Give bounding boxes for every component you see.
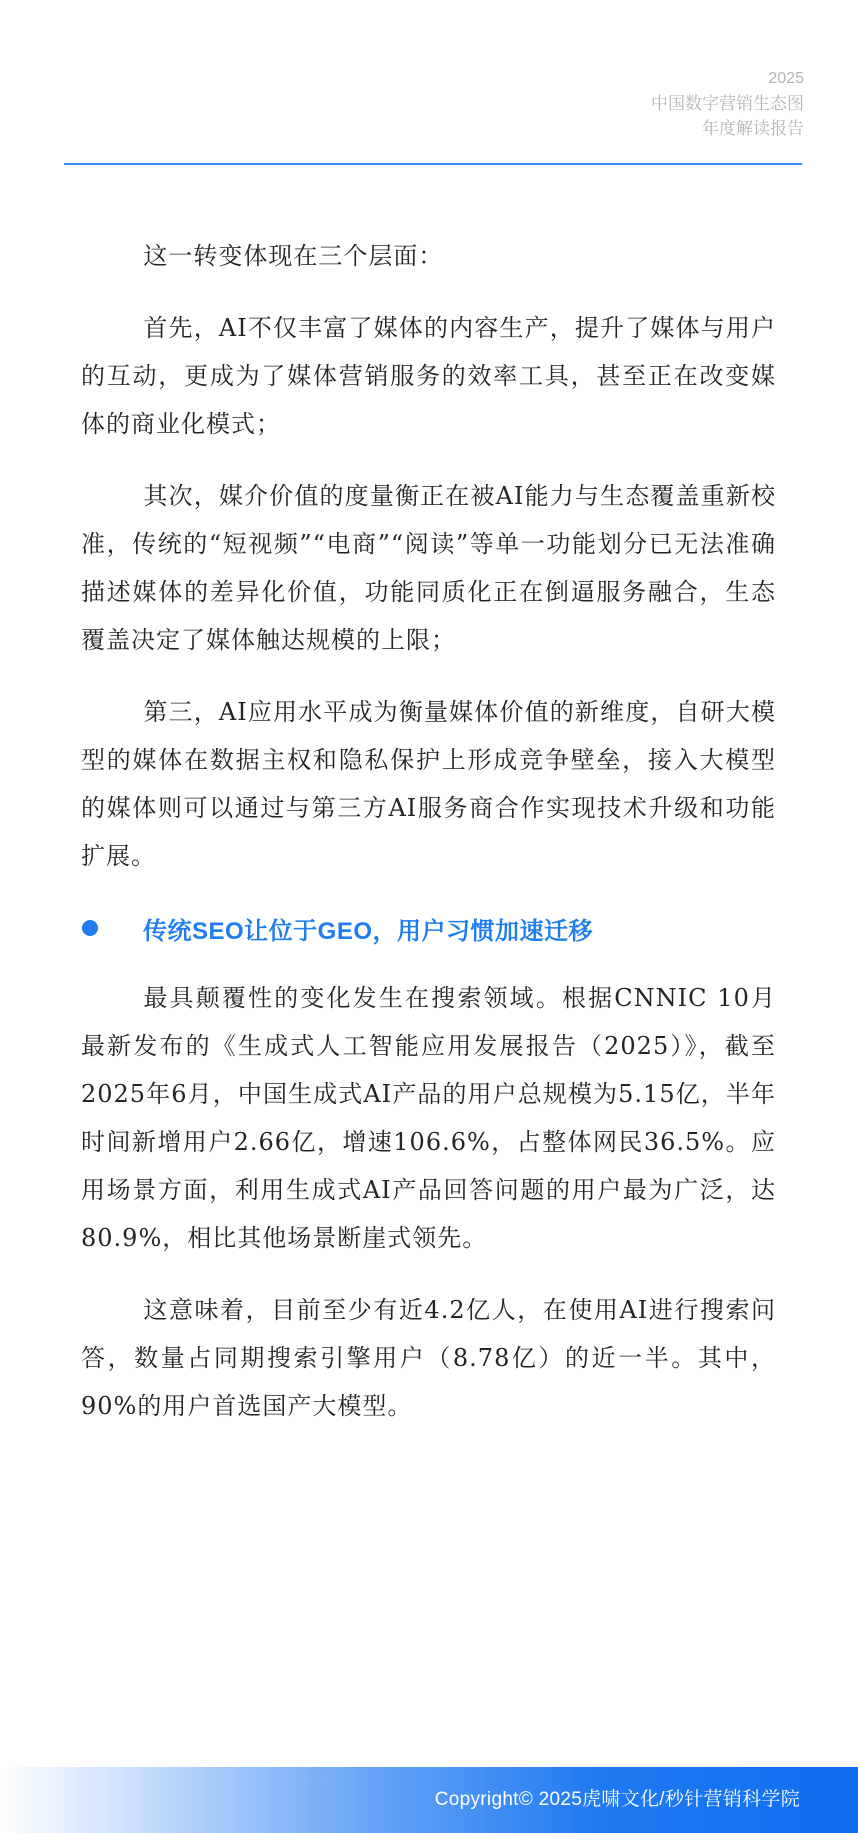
footer-bar bbox=[0, 1767, 858, 1833]
footer-copyright: Copyright© 2025虎啸文化/秒针营销科学院 bbox=[434, 1789, 800, 1810]
paragraph-search-shift: 最具颠覆性的变化发生在搜索领域。根据CNNIC 10月最新发布的《生成式人工智能应用发展报告（2025）》，截至2025年6月，中国生成式AI产品的用户总规模为5.15亿，半年时间新增用户2.66亿，增速106.6%，占整体网民36.5%。应用场景方面，利用生成式AI产品回答问题的用户最为广泛，达80.9%，相比其他场景断崖式领先。 bbox=[81, 984, 776, 1252]
paragraph-second-layer: 其次，媒介价值的度量衡正在被AI能力与生态覆盖重新校准，传统的“短视频”“电商”“阅读”等单一功能划分已无法准确描述媒体的差异化价值，功能同质化正在倒逼服务融合，生态覆盖决定了媒体触达规模的上限； bbox=[81, 482, 776, 654]
header-title-line2: 年度解读报告 bbox=[702, 119, 804, 138]
section-title: 传统SEO让位于GEO，用户习惯加速迁移 bbox=[143, 917, 594, 945]
paragraph-user-scale: 这意味着，目前至少有近4.2亿人，在使用AI进行搜索问答，数量占同期搜索引擎用户（8.78亿）的近一半。其中，90%的用户首选国产大模型。 bbox=[81, 1296, 776, 1420]
section-heading bbox=[81, 904, 776, 952]
paragraph-intro: 这一转变体现在三个层面： bbox=[143, 242, 444, 270]
header-divider bbox=[64, 163, 802, 165]
bullet-dot-icon bbox=[82, 920, 98, 936]
report-header bbox=[651, 66, 804, 141]
article-body bbox=[81, 232, 776, 1454]
header-year: 2025 bbox=[768, 70, 804, 87]
paragraph-first-layer: 首先，AI不仅丰富了媒体的内容生产，提升了媒体与用户的互动，更成为了媒体营销服务的效率工具，甚至正在改变媒体的商业化模式； bbox=[81, 314, 776, 438]
header-title-line1: 中国数字营销生态图 bbox=[651, 94, 804, 113]
paragraph-third-layer: 第三，AI应用水平成为衡量媒体价值的新维度，自研大模型的媒体在数据主权和隐私保护上形成竞争壁垒，接入大模型的媒体则可以通过与第三方AI服务商合作实现技术升级和功能扩展。 bbox=[81, 698, 776, 870]
